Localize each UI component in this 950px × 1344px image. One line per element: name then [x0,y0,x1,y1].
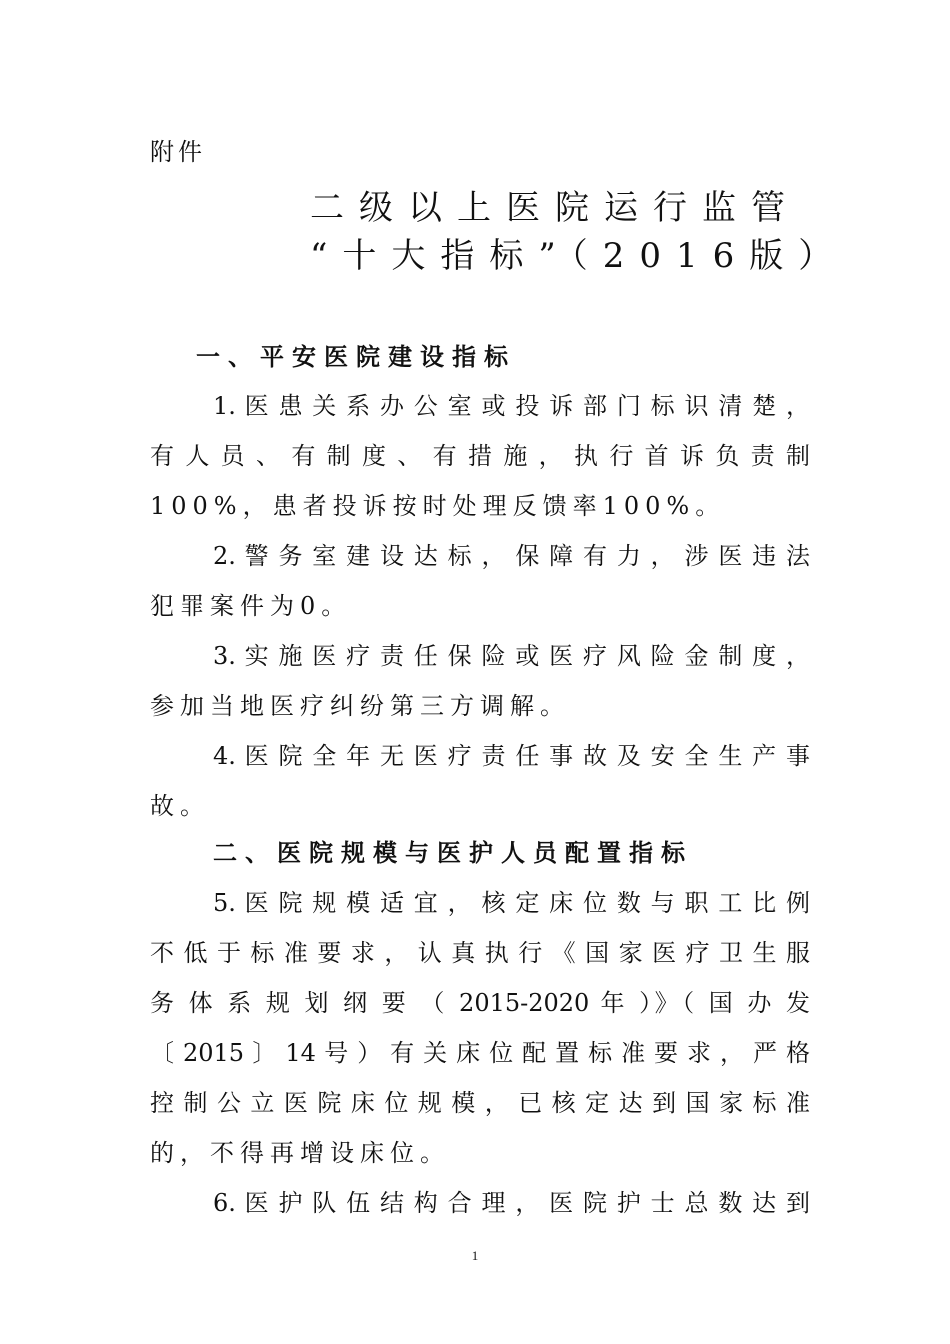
paragraph-line: 不 低 于 标 准 要 求 ， 认 真 执 行 《 国 家 医 疗 卫 生 服 [150,939,810,967]
paragraph-line: 参加当地医疗纠纷第三方调解。 [150,692,570,720]
paragraph-line: 的，不得再增设床位。 [150,1139,450,1167]
paragraph-line: 故。 [150,792,210,820]
paragraph-line: 控 制 公 立 医 院 床 位 规 模 ， 已 核 定 达 到 国 家 标 准 [150,1089,810,1117]
paragraph-line: 犯罪案件为0。 [150,592,352,620]
paragraph-line: 6. 医 护 队 伍 结 构 合 理 ， 医 院 护 士 总 数 达 到 [213,1189,810,1217]
paragraph-line: 2. 警 务 室 建 设 达 标 ， 保 障 有 力 ， 涉 医 违 法 [213,542,810,570]
paragraph-line: 1. 医 患 关 系 办 公 室 或 投 诉 部 门 标 识 清 楚 ， [213,392,810,420]
section-heading-2: 二、医院规模与医护人员配置指标 [213,838,693,867]
paragraph-line: 〔 2015 〕 14 号 ） 有 关 床 位 配 置 标 准 要 求 ， 严 格 [150,1039,810,1067]
paragraph-line: 4. 医 院 全 年 无 医 疗 责 任 事 故 及 安 全 生 产 事 [213,742,810,770]
paragraph-line: 5. 医 院 规 模 适 宜 ， 核 定 床 位 数 与 职 工 比 例 [213,889,810,917]
title-line-2: “十大指标”（2016版） [310,236,848,276]
title-line-1: 二级以上医院运行监管 [310,188,800,228]
paragraph-line: 3. 实 施 医 疗 责 任 保 险 或 医 疗 风 险 金 制 度 ， [213,642,810,670]
section-heading-1: 一、平安医院建设指标 [196,342,516,371]
page-number: 1 [471,1248,479,1263]
attachment-label: 附件 [150,138,206,166]
paragraph-line: 100%，患者投诉按时处理反馈率100%。 [150,492,726,520]
paragraph-line: 务 体 系 规 划 纲 要 （ 2015-2020 年 ）》（ 国 办 发 [150,989,810,1017]
paragraph-line: 有 人 员 、 有 制 度 、 有 措 施 ， 执 行 首 诉 负 责 制 [150,442,810,470]
